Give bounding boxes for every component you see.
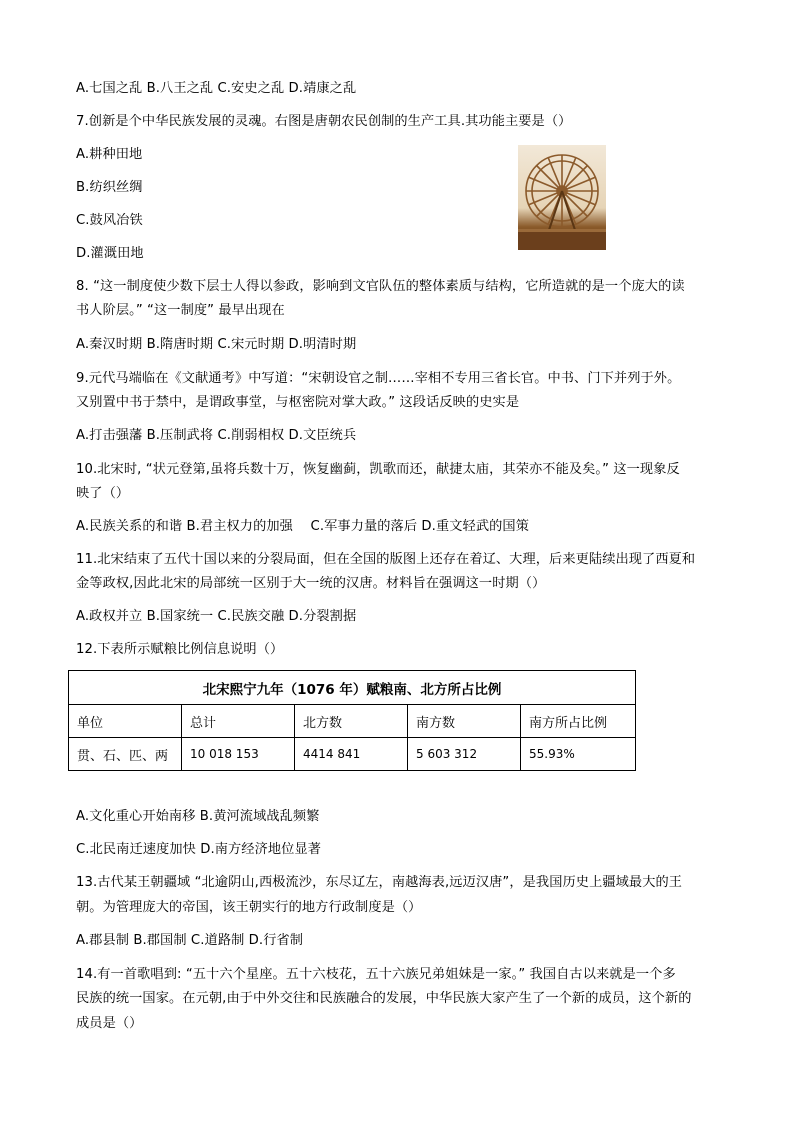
q8-options: A.秦汉时期 B.隋唐时期 C.宋元时期 D.明清时期: [76, 337, 357, 352]
q11-options: A.政权并立 B.国家统一 C.民族交融 D.分裂割据: [76, 609, 357, 624]
q14-stem-line3: 成员是（）: [76, 1016, 143, 1031]
q6-options: A.七国之乱 B.八王之乱 C.安史之乱 D.靖康之乱: [76, 81, 357, 96]
table-title: 北宋熙宁九年（1076 年）赋粮南、北方所占比例: [69, 671, 636, 705]
q13-stem-line1: 13.古代某王朝疆域 “北逾阴山,西极流沙，东尽辽左，南越海表,远迈汉唐”，是我国历史上疆域最大的王: [76, 875, 683, 890]
table-header-row: [69, 705, 636, 738]
q11-stem-line1: 11.北宋结束了五代十国以来的分裂局面，但在全国的版图上还存在着辽、大理，后来更陆续出现了西夏和: [76, 552, 696, 567]
q13-options: A.郡县制 B.郡国制 C.道路制 D.行省制: [76, 933, 304, 948]
q7-option-b: B.纺织丝绸: [76, 180, 143, 195]
table-cell: 贯、石、匹、两: [69, 738, 182, 771]
table-row: [69, 738, 636, 771]
q8-stem-line2: 书人阶层。” “这一制度” 最早出现在: [76, 303, 285, 318]
waterwheel-icon: [518, 145, 606, 250]
waterwheel-image: [518, 145, 606, 250]
q10-options: A.民族关系的和谐 B.君主权力的加强 C.军事力量的落后 D.重文轻武的国策: [76, 519, 529, 534]
table-title-row: [69, 671, 636, 705]
q11-stem-line2: 金等政权,因此北宋的局部统一区别于大一统的汉唐。材料旨在强调这一时期（）: [76, 576, 546, 591]
q12-stem: 12.下表所示赋粮比例信息说明（）: [76, 642, 284, 657]
table-cell: 55.93%: [521, 738, 636, 771]
q7-option-c: C.鼓风冶铁: [76, 213, 143, 228]
q12-options-line1: A.文化重心开始南移 B.黄河流域战乱频繁: [76, 809, 320, 824]
q10-stem-line2: 映了（）: [76, 486, 130, 501]
q7-option-a: A.耕种田地: [76, 147, 143, 162]
q14-stem-line2: 民族的统一国家。在元朝,由于中外交往和民族融合的发展，中华民族大家产生了一个新的成员，这个新的: [76, 991, 692, 1006]
grain-ratio-table: [68, 670, 636, 771]
q9-stem-line1: 9.元代马端临在《文献通考》中写道：“宋朝设官之制……宰相不专用三省长官。中书、门下并列于外。: [76, 371, 681, 386]
table-header-cell: 单位: [69, 705, 182, 738]
q12-options-line2: C.北民南迁速度加快 D.南方经济地位显著: [76, 842, 322, 857]
q9-stem-line2: 又别置中书于禁中，是谓政事堂，与枢密院对掌大政。” 这段话反映的史实是: [76, 395, 520, 410]
q7-stem: 7.创新是个中华民族发展的灵魂。右图是唐朝农民创制的生产工具.其功能主要是（）: [76, 114, 572, 129]
table-cell: 10 018 153: [182, 738, 295, 771]
q7-option-d: D.灌溉田地: [76, 246, 144, 261]
table-header-cell: 北方数: [295, 705, 408, 738]
table-header-cell: 南方数: [408, 705, 521, 738]
q9-options: A.打击强藩 B.压制武将 C.削弱相权 D.文臣统兵: [76, 428, 357, 443]
table-cell: 4414 841: [295, 738, 408, 771]
table-header-cell: 南方所占比例: [521, 705, 636, 738]
table-cell: 5 603 312: [408, 738, 521, 771]
q13-stem-line2: 朝。为管理庞大的帝国，该王朝实行的地方行政制度是（）: [76, 900, 422, 915]
q14-stem-line1: 14.有一首歌唱到: “五十六个星座。五十六枝花，五十六族兄弟姐妹是一家。” 我国自古以来就是一个多: [76, 967, 676, 982]
q10-stem-line1: 10.北宋时, “状元登第,虽将兵数十万，恢复幽蓟，凯歌而还，献捷太庙，其荣亦不能及矣。” 这一现象反: [76, 462, 680, 477]
table-header-cell: 总计: [182, 705, 295, 738]
q8-stem-line1: 8. “这一制度使少数下层士人得以参政，影响到文官队伍的整体素质与结构，它所造就的是一个庞大的读: [76, 279, 685, 294]
